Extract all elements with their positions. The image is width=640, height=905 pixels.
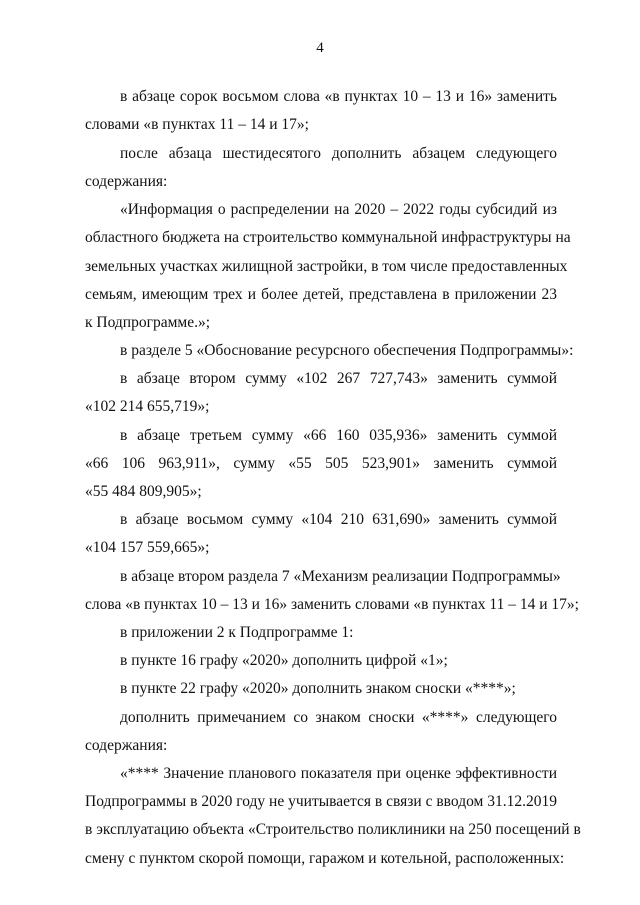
text-line: в абзаце сорок восьмом слова «в пунктах 10 – 13 и 16» заменить [120, 88, 557, 105]
text-line: в абзаце восьмом сумму «104 210 631,690» заменить суммой [120, 511, 557, 528]
text-line: после абзаца шестидесятого дополнить абзацем следующего [120, 145, 557, 162]
text-line: земельных участках жилищной застройки, в том числе предоставленных [85, 258, 568, 275]
text-line: «104 157 559,665»; [85, 539, 210, 556]
text-line: в приложении 2 к Подпрограмме 1: [120, 624, 354, 641]
text-line: в эксплуатацию объекта «Строительство поликлиники на 250 посещений в [85, 821, 581, 838]
text-line: в разделе 5 «Обоснование ресурсного обеспечения Подпрограммы»: [120, 342, 574, 359]
text-line: дополнить примечанием со знаком сноски «****» следующего [120, 709, 557, 726]
text-line: смену с пунктом скорой помощи, гаражом и котельной, расположенных: [85, 850, 565, 867]
text-line: в абзаце втором раздела 7 «Механизм реализации Подпрограммы» [120, 568, 561, 585]
text-line: Подпрограммы в 2020 году не учитывается в связи с вводом 31.12.2019 [85, 793, 557, 810]
text-line: слова «в пунктах 10 – 13 и 16» заменить словами «в пунктах 11 – 14 и 17»; [85, 596, 579, 613]
text-line: «102 214 655,719»; [85, 398, 210, 415]
text-line: семьям, имеющим трех и более детей, представлена в приложении 23 [85, 286, 557, 303]
text-line: содержания: [85, 173, 168, 190]
text-line: в абзаце втором сумму «102 267 727,743» заменить суммой [120, 370, 557, 387]
text-line: «55 484 809,905»; [85, 483, 202, 500]
text-line: содержания: [85, 737, 168, 754]
text-line: к Подпрограмме.»; [85, 314, 210, 331]
page-number: 4 [316, 40, 324, 56]
text-line: словами «в пунктах 11 – 14 и 17»; [85, 116, 309, 133]
text-line: «**** Значение планового показателя при оценке эффективности [120, 765, 557, 782]
text-line: «66 106 963,911», сумму «55 505 523,901» заменить суммой [85, 455, 557, 472]
text-line: «Информация о распределении на 2020 – 2022 годы субсидий из [120, 201, 557, 218]
text-line: областного бюджета на строительство коммунальной инфраструктуры на [85, 229, 571, 246]
text-line: в пункте 16 графу «2020» дополнить цифрой «1»; [120, 652, 448, 669]
text-line: в абзаце третьем сумму «66 160 035,936» заменить суммой [120, 427, 557, 444]
text-line: в пункте 22 графу «2020» дополнить знаком сноски «****»; [120, 680, 516, 697]
